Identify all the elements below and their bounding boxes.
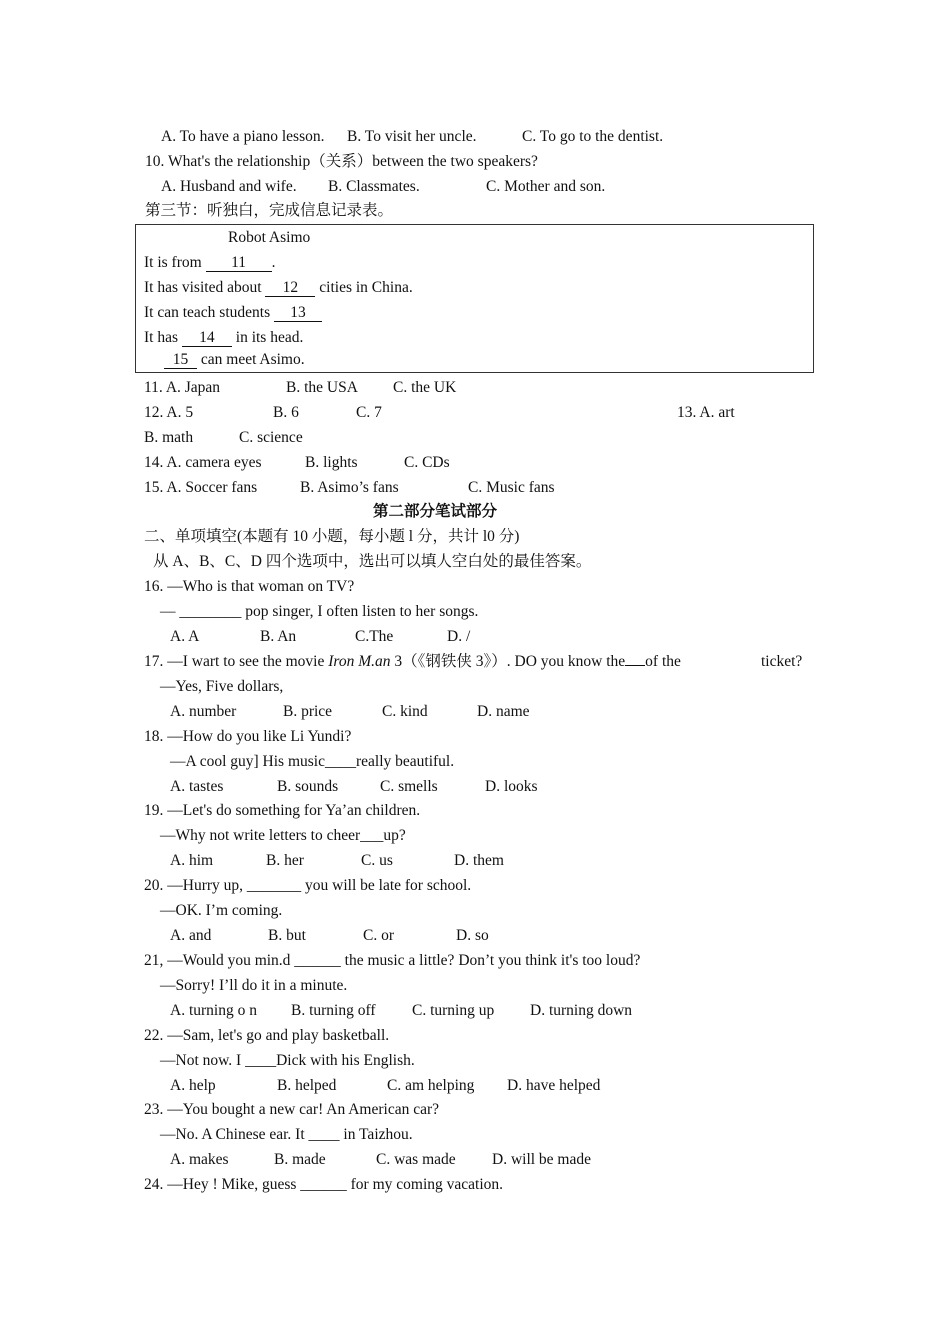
q15-option-b: B. Asimo’s fans (300, 479, 399, 496)
part2-title: 第二部分笔试部分 (372, 503, 497, 520)
q14-option-c: C. CDs (404, 454, 450, 471)
info-row-15 (164, 350, 305, 370)
q12-option-c: C. 7 (356, 404, 382, 421)
q16-line1: 16. —Who is that woman on TV? (144, 578, 355, 595)
q23-option-c: C. was made (376, 1151, 456, 1168)
q17-ticket: ticket? (761, 653, 803, 670)
q17-blank (625, 665, 645, 666)
blank-12: 12 (265, 280, 315, 297)
q18-option-d: D. looks (485, 778, 538, 795)
q23-option-b: B. made (274, 1151, 326, 1168)
q17-option-b: B. price (283, 703, 333, 720)
blank-15: 15 (164, 352, 197, 369)
q16-option-b: B. An (260, 628, 297, 645)
q22-option-d: D. have helped (507, 1077, 601, 1094)
q23-option-d: D. will be made (492, 1151, 592, 1168)
info-row-text: It can teach students (144, 304, 274, 321)
q18-line2: —A cool guy] His music____really beautiful. (170, 753, 455, 770)
q19-line2: —Why not write letters to cheer___up? (160, 827, 406, 844)
q19-option-d: D. them (454, 852, 504, 869)
info-row-text: cities in China. (315, 279, 413, 296)
q20-line1: 20. —Hurry up, _______ you will be late for school. (144, 877, 472, 894)
blank-14: 14 (182, 330, 232, 347)
q20-option-d: D. so (456, 927, 489, 944)
info-row-14 (144, 328, 303, 348)
q18-line1: 18. —How do you like Li Yundi? (144, 728, 352, 745)
info-row-text: can meet Asimo. (197, 351, 305, 368)
q22-option-a: A. help (170, 1077, 216, 1094)
q11-option-b: B. the USA (286, 379, 358, 396)
q23-option-a: A. makes (170, 1151, 229, 1168)
q13-option-b: B. math (144, 429, 194, 446)
q9-option-c: C. To go to the dentist. (522, 128, 664, 145)
q23-line1: 23. —You bought a new car! An American car? (144, 1101, 439, 1118)
q19-line1: 19. —Let's do something for Ya’an children. (144, 802, 421, 819)
q20-option-b: B. but (268, 927, 306, 944)
q12-option-a: 12. A. 5 (144, 404, 194, 421)
q21-option-a: A. turning o n (170, 1002, 257, 1019)
info-row-text: It has (144, 329, 182, 346)
q19-option-a: A. him (170, 852, 214, 869)
q17-option-c: C. kind (382, 703, 428, 720)
q17-text: 17. —I wart to see the movie (144, 653, 329, 670)
q21-option-c: C. turning up (412, 1002, 495, 1019)
q21-line1: 21, —Would you min.d ______ the music a little? Don’t you think it's too loud? (144, 952, 641, 969)
q20-line2: —OK. I’m coming. (160, 902, 283, 919)
q16-line2: — ________ pop singer, I often listen to her songs. (160, 603, 479, 620)
q21-option-d: D. turning down (530, 1002, 633, 1019)
q10-option-c: C. Mother and son. (486, 178, 606, 195)
blank-11: 11 (206, 255, 272, 272)
blank-13: 13 (274, 305, 322, 322)
info-row-text: It is from (144, 254, 206, 271)
q18-option-a: A. tastes (170, 778, 224, 795)
q17-line1 (144, 652, 681, 672)
q15-option-a: 15. A. Soccer fans (144, 479, 258, 496)
q22-line1: 22. —Sam, let's go and play basketball. (144, 1027, 390, 1044)
q18-option-b: B. sounds (277, 778, 339, 795)
q13-option-c: C. science (239, 429, 303, 446)
q10-question: 10. What's the relationship（关系）between the two speakers? (145, 153, 538, 170)
q11-option-a: 11. A. Japan (144, 379, 221, 396)
q17-text: of the (645, 653, 681, 670)
q9-option-b: B. To visit her uncle. (347, 128, 477, 145)
q10-option-a: A. Husband and wife. (161, 178, 297, 195)
info-box-title: Robot Asimo (228, 229, 311, 246)
q21-option-b: B. turning off (291, 1002, 376, 1019)
q11-option-c: C. the UK (393, 379, 457, 396)
info-row-text: . (271, 254, 276, 271)
part2-section-heading: 二、单项填空(本题有 10 小题，每小题 l 分，共计 l0 分) (144, 528, 520, 545)
q17-option-d: D. name (477, 703, 530, 720)
info-row-12 (144, 278, 413, 298)
q10-option-b: B. Classmates. (328, 178, 420, 195)
q17-option-a: A. number (170, 703, 237, 720)
q14-option-a: 14. A. camera eyes (144, 454, 262, 471)
q9-option-a: A. To have a piano lesson. (161, 128, 325, 145)
q15-option-c: C. Music fans (468, 479, 555, 496)
q24-line1: 24. —Hey ! Mike, guess ______ for my coming vacation. (144, 1176, 504, 1193)
info-row-13 (144, 303, 322, 323)
part2-instruction: 从 A、B、C、D 四个选项中，选出可以填人空白处的最佳答案。 (153, 553, 592, 570)
q22-line2: —Not now. I ____Dick with his English. (160, 1052, 415, 1069)
q19-option-c: C. us (361, 852, 393, 869)
q16-option-d: D. / (447, 628, 471, 645)
info-row-text: It has visited about (144, 279, 266, 296)
q14-option-b: B. lights (305, 454, 358, 471)
q12-option-b: B. 6 (273, 404, 299, 421)
info-row-11 (144, 253, 275, 273)
q22-option-b: B. helped (277, 1077, 337, 1094)
q23-line2: —No. A Chinese ear. It ____ in Taizhou. (160, 1126, 413, 1143)
info-row-text: in its head. (231, 329, 304, 346)
q22-option-c: C. am helping (387, 1077, 475, 1094)
q17-movie-title: Iron M.an (328, 653, 391, 670)
q13-option-a: 13. A. art (677, 404, 735, 421)
q21-line2: —Sorry! I’ll do it in a minute. (160, 977, 348, 994)
q20-option-a: A. and (170, 927, 212, 944)
q16-option-c: C.The (355, 628, 394, 645)
q18-option-c: C. smells (380, 778, 438, 795)
q20-option-c: C. or (363, 927, 394, 944)
q16-option-a: A. A (170, 628, 200, 645)
q17-line2: —Yes, Five dollars, (160, 678, 284, 695)
section3-heading: 第三节：听独白，完成信息记录表。 (145, 202, 394, 219)
q19-option-b: B. her (266, 852, 304, 869)
q17-text: 3（《钢铁侠 3》）. DO you know the (390, 653, 626, 670)
